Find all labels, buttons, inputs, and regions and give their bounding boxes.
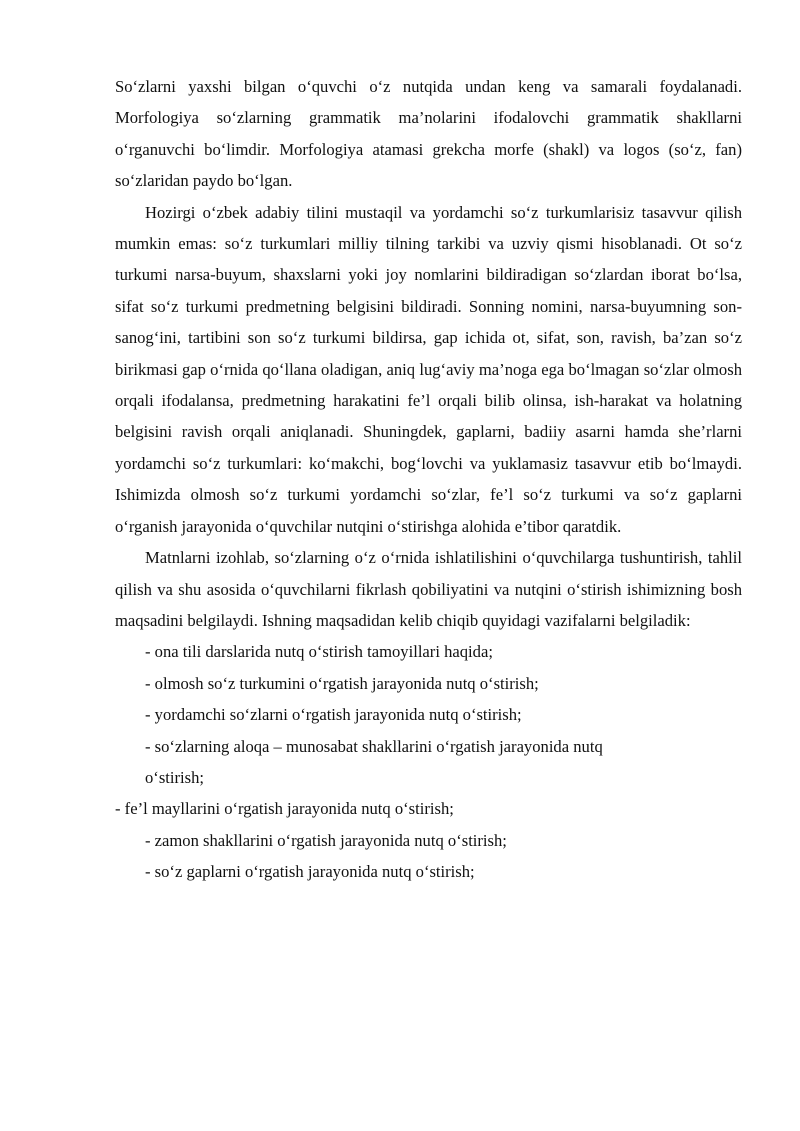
paragraph-research-goals: Matnlarni izohlab, so‘zlarning o‘z o‘rnida ishlatilishini o‘quvchilarga tushuntirish, tahlil qilish va shu asosida o‘quvchilarni fikrlash qobiliyatini va nutqini o‘stirish ishimizning bosh maqsadini belgilaydi. Ishning maqsadidan kelib chiqib quyidagi vazifalarni belgiladik:	[115, 548, 742, 630]
list-item: - olmosh so‘z turkumini o‘rgatish jarayonida nutq o‘stirish;	[145, 673, 539, 693]
list-item: - so‘zlarning aloqa – munosabat shakllarini o‘rgatish jarayonida nutq o‘stirish;	[145, 736, 603, 787]
list-item: - fe’l mayllarini o‘rgatish jarayonida nutq o‘stirish;	[115, 799, 454, 819]
list-item: - ona tili darslarida nutq o‘stirish tamoyillari haqida;	[145, 642, 493, 662]
paragraph-morphology-intro: So‘zlarni yaxshi bilgan o‘quvchi o‘z nutqida undan keng va samarali foydalanadi. Morfologiya so‘zlarning grammatik ma’nolarini ifodalovchi grammatik shakllarni o‘rganuvchi bo‘limdir. Morfologiya atamasi grekcha morfe (shakl) va logos (so‘z, fan) so‘zlaridan paydo bo‘lgan.	[115, 77, 742, 191]
list-item: - zamon shakllarini o‘rgatish jarayonida nutq o‘stirish;	[145, 830, 507, 850]
task-list	[115, 636, 742, 887]
document-body	[115, 71, 742, 888]
paragraph-word-classes: Hozirgi o‘zbek adabiy tilini mustaqil va yordamchi so‘z turkumlarisiz tasavvur qilish mumkin emas: so‘z turkumlari milliy tilning tarkibi va uzviy qismi hisoblanadi. Ot so‘z turkumi narsa-buyum, shaxslarni yoki joy nomlarini bildiradigan so‘zlardan iborat bo‘lsa, sifat so‘z turkumi predmetning belgisini bildiradi. Sonning nomini, narsa-buyumning son-sanog‘ini, tartibini son so‘z turkumi bildirsa, gap ichida ot, sifat, son, ravish, ba’zan so‘z birikmasi gap o‘rnida qo‘llana oladigan, aniq lug‘aviy ma’noga ega bo‘lmagan so‘zlar olmosh orqali ifodalansa, predmetning harakatini fe’l orqali bilib olinsa, ish-harakat va holatning belgisini ravish orqali aniqlanadi. Shuningdek, gaplarni, badiiy asarni hamda she’rlarni yordamchi so‘z turkumlari: ko‘makchi, bog‘lovchi va yuklamasiz tasavvur etib bo‘lmaydi. Ishimizda olmosh so‘z turkumi yordamchi so‘zlar, fe’l so‘z turkumi va so‘z gaplarni o‘rganish jarayonida o‘quvchilar nutqini o‘stirishga alohida e’tibor qaratdik.	[115, 202, 742, 536]
list-item: - so‘z gaplarni o‘rgatish jarayonida nutq o‘stirish;	[145, 862, 475, 882]
list-item: - yordamchi so‘zlarni o‘rgatish jarayonida nutq o‘stirish;	[145, 705, 522, 725]
